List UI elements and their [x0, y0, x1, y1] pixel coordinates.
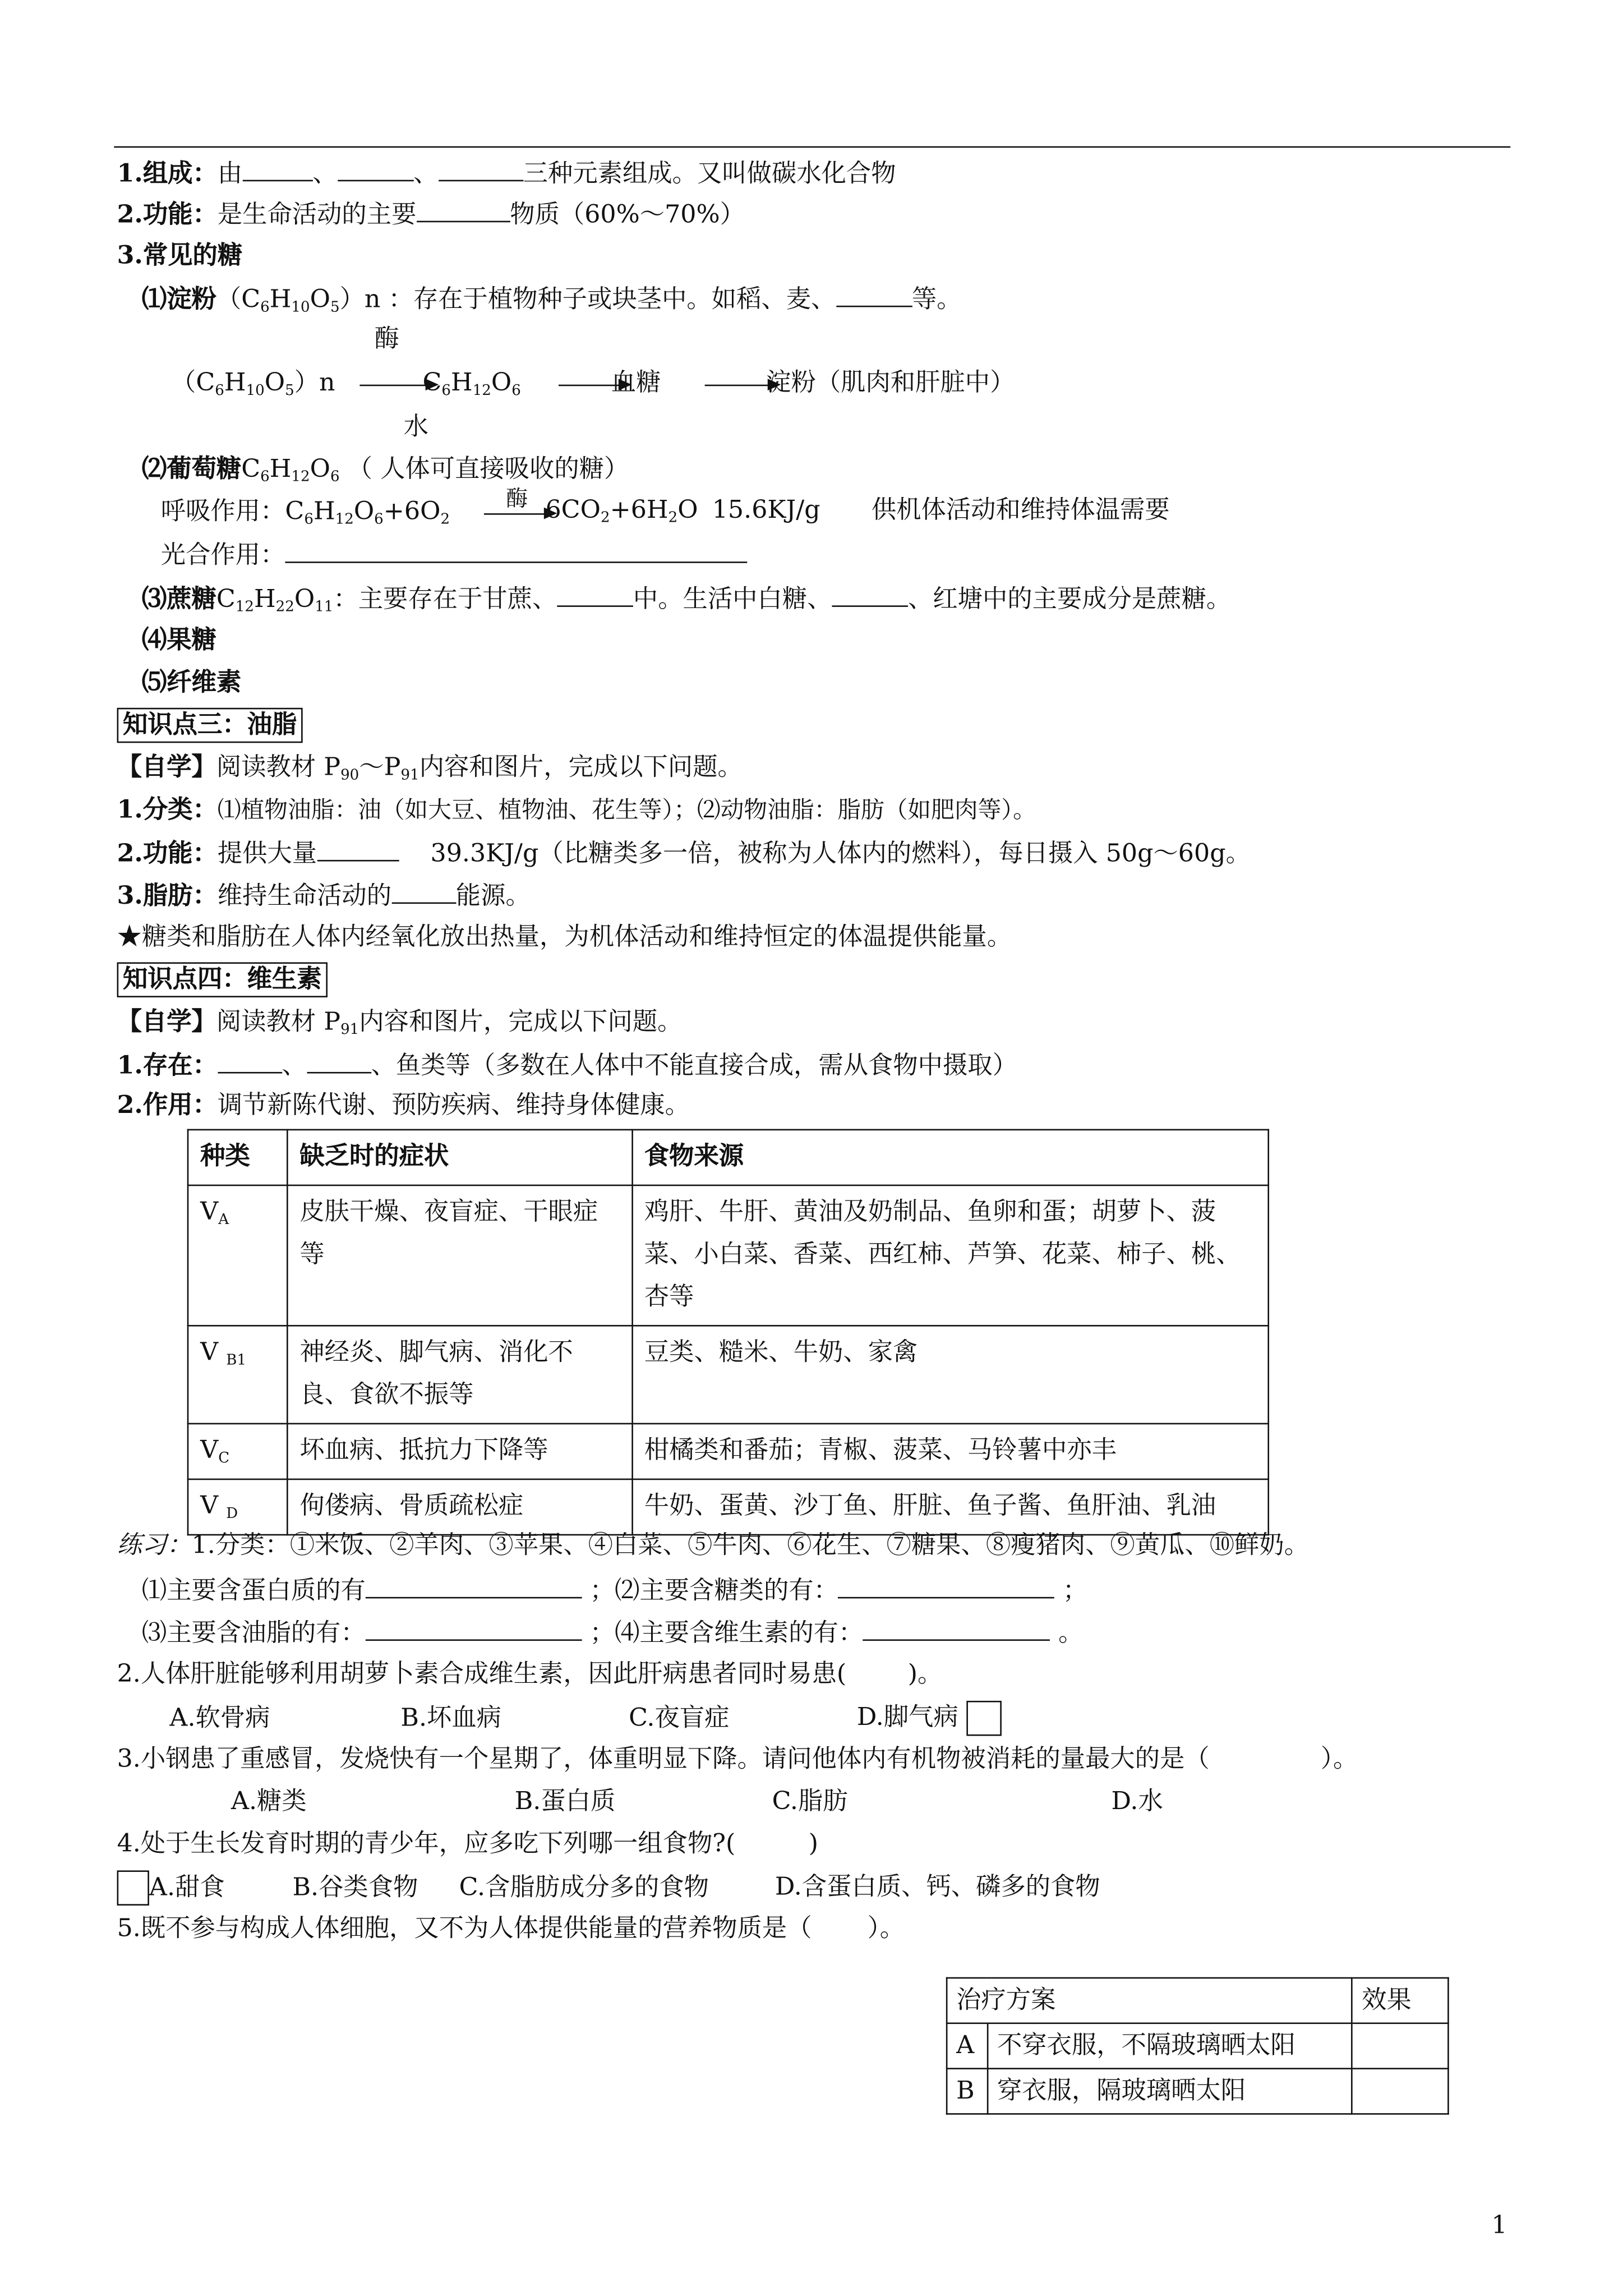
punct: ；: [1062, 1576, 1088, 1606]
answer-box[interactable]: [117, 1870, 149, 1906]
carbs-item-3: 3.常见的糖: [117, 241, 243, 271]
option-b[interactable]: B.蛋白质: [514, 1787, 616, 1816]
respiration-note: 供机体活动和维持体温需要: [871, 495, 1170, 525]
reaction-glycogen: 淀粉（肌肉和肝脏中）: [766, 368, 1015, 398]
vitamins-heading-line: [117, 964, 328, 996]
vitamin-type: [188, 1424, 287, 1479]
header-plan: 治疗方案: [947, 1978, 1352, 2023]
treatment-plan: 不穿衣服，不隔玻璃晒太阳: [988, 2023, 1352, 2069]
respiration-line: 呼吸作用：$C_6H_{12}O_6+6O_2$: [160, 497, 450, 528]
vitamins-item-1: [117, 1048, 1017, 1080]
header-effect: 效果: [1352, 1978, 1448, 2023]
vitamin-subscript: C: [218, 1451, 230, 1467]
item-label: 2.作用：: [117, 1091, 218, 1120]
subquestion-a: ⑴主要含蛋白质的有: [141, 1576, 366, 1606]
question-end: ）。: [1320, 1745, 1358, 1774]
vitamin-subscript: A: [218, 1212, 229, 1228]
item-text: 提供大量: [217, 839, 317, 869]
formula: （C: [171, 368, 215, 398]
answer-blank[interactable]: [836, 282, 912, 307]
vitamin-type: [188, 1479, 287, 1535]
cellulose-label: ⑸纤维素: [141, 668, 242, 698]
item-text: 物质（60%～70%）: [510, 200, 745, 230]
option-d[interactable]: D.水: [1111, 1787, 1163, 1816]
subquestion-c: ⑶主要含油脂的有：: [141, 1618, 366, 1649]
option-c[interactable]: C.夜盲症: [629, 1703, 730, 1732]
self-study-text-end: 内容和图片，完成以下问题。: [359, 1007, 683, 1037]
question-text: 1.分类：①米饭、②羊肉、③苹果、④白菜、⑤牛肉、⑥花生、⑦糖果、⑧瘦猪肉、⑨黄瓜、⑩鲜奶。: [191, 1531, 1310, 1561]
reaction-glucose: $C_6H_{12}O_6$: [422, 368, 521, 399]
option-d[interactable]: D.含蛋白质、钙、磷多的食物: [774, 1872, 1100, 1902]
page-end: 91: [400, 767, 419, 784]
header-symptom: 缺乏时的症状: [287, 1130, 631, 1185]
photosynthesis-line: [161, 538, 747, 570]
carbs-item-1: [117, 157, 896, 188]
treatment-id: B: [947, 2069, 988, 2114]
answer-blank[interactable]: [242, 157, 312, 181]
answer-blank[interactable]: [863, 1616, 1050, 1641]
glucose-label: ⑵葡萄糖: [141, 454, 242, 484]
practice-q5: [117, 1913, 905, 1945]
vitamin-type: [188, 1326, 287, 1424]
self-study-text: 阅读教材 P: [216, 753, 341, 783]
treatment-table: [946, 1977, 1449, 2115]
reaction-start: $(C_6H_{10}O_5)n$: [171, 368, 335, 399]
question-end: )。: [907, 1659, 943, 1690]
treatment-header: [947, 1978, 1448, 2023]
vitamin-subscript: D: [226, 1506, 238, 1522]
page-start: 90: [340, 767, 359, 784]
item-text: 由: [217, 159, 243, 189]
separator: 、: [312, 159, 338, 189]
vitamin-row: [188, 1424, 1269, 1479]
answer-blank[interactable]: [416, 197, 510, 222]
vitamin-row: [188, 1326, 1269, 1424]
sucrose-text: 、红塘中的主要成分是蔗糖。: [908, 585, 1232, 614]
item-label: 3.脂肪：: [117, 882, 218, 912]
header-source: 食物来源: [632, 1130, 1269, 1185]
answer-blank[interactable]: [832, 582, 908, 607]
treatment-id: A: [947, 2023, 988, 2069]
subquestion-b: ⑵主要含糖类的有：: [615, 1576, 838, 1606]
vitamin-letter: V: [200, 1492, 227, 1521]
vitamins-heading: 知识点四：维生素: [117, 962, 328, 997]
vitamin-source: 牛奶、蛋黄、沙丁鱼、肝脏、鱼子酱、鱼肝油、乳油: [632, 1479, 1269, 1535]
self-study-text: 阅读教材 P: [216, 1007, 341, 1037]
practice-q2: [117, 1658, 943, 1690]
vitamin-row: [188, 1185, 1269, 1326]
option-c[interactable]: C.含脂肪成分多的食物: [459, 1872, 709, 1902]
respiration-arrow: [484, 513, 554, 515]
practice-q1-row2: [142, 1616, 1083, 1648]
practice-q3: [117, 1743, 1358, 1775]
vitamin-type: [188, 1185, 287, 1326]
respiration-enzyme: 酶: [506, 485, 528, 512]
vitamin-source: 柑橘类和番茄；青椒、菠菜、马铃薯中亦丰: [632, 1424, 1269, 1479]
item-label: 1.存在：: [117, 1051, 218, 1081]
vitamin-table-header: [188, 1130, 1269, 1185]
sucrose-text: ：主要存在于甘蔗、: [333, 585, 557, 614]
item-text: 三种元素组成。又叫做碳水化合物: [523, 159, 896, 189]
header-type: 种类: [188, 1130, 287, 1185]
vitamin-letter: V: [200, 1338, 227, 1368]
vitamin-row: [188, 1479, 1269, 1535]
option-a[interactable]: A.软骨病: [169, 1703, 270, 1732]
option-b[interactable]: B.谷类食物: [292, 1872, 418, 1902]
photosynthesis-label: 光合作用：: [160, 541, 285, 570]
option-d[interactable]: D.脚气病: [856, 1703, 958, 1732]
question-text: 4.处于生长发育时期的青少年，应多吃下列哪一组食物?(: [117, 1829, 736, 1859]
vitamin-source: 鸡肝、牛肝、黄油及奶制品、鱼卵和蛋；胡萝卜、菠菜、小白菜、香菜、西红柿、芦笋、花菜、柿子、桃、杏等: [632, 1185, 1269, 1326]
item-text: 调节新陈代谢、预防疾病、维持身体健康。: [217, 1091, 690, 1120]
starch-text-end: 等。: [911, 285, 962, 315]
page-number-ref: 91: [340, 1022, 359, 1038]
vitamins-self-study: [117, 1006, 683, 1038]
fats-item-2: [117, 836, 1251, 868]
reaction-blood-sugar: 血糖: [611, 368, 661, 398]
answer-blank[interactable]: [218, 1048, 282, 1073]
practice-label: 练习：: [117, 1531, 192, 1561]
vitamin-subscript: B1: [226, 1352, 247, 1369]
item-label: 1.组成：: [117, 159, 218, 189]
treatment-effect[interactable]: [1352, 2069, 1448, 2114]
answer-blank[interactable]: [366, 1573, 582, 1598]
page-number: 1: [1491, 2211, 1507, 2240]
vitamin-letter: V: [200, 1198, 219, 1227]
self-study-text-end: 内容和图片，完成以下问题。: [419, 753, 743, 783]
question-text: 2.人体肝脏能够利用胡萝卜素合成维生素，因此肝病患者同时易患(: [117, 1659, 847, 1690]
vitamin-source: 豆类、糙米、牛奶、家禽: [632, 1326, 1269, 1424]
item-text: ⑴植物油脂：油（如大豆、植物油、花生等）；⑵动物油脂：脂肪（如肥肉等）。: [217, 795, 1036, 823]
practice-q4-options: [117, 1870, 1100, 1902]
option-c[interactable]: C.脂肪: [772, 1787, 848, 1816]
vitamin-symptom: 坏血病、抵抗力下降等: [287, 1424, 631, 1479]
question-text: 5.既不参与构成人体细胞，又不为人体提供能量的营养物质是（: [117, 1914, 812, 1944]
glucose-line: ⑵葡萄糖$C_6H_{12}O_6$ （ 人体可直接吸收的糖）: [141, 454, 629, 486]
vitamins-item-2: [117, 1089, 690, 1121]
practice-q4: [117, 1828, 818, 1860]
fats-item-1: [117, 794, 1036, 826]
item-text: 是生命活动的主要: [217, 200, 417, 230]
fats-heading-line: [117, 709, 303, 741]
respiration-energy: 15.6KJ/g: [712, 495, 820, 525]
punct: ；: [589, 1618, 615, 1649]
treatment-effect[interactable]: [1352, 2023, 1448, 2069]
treatment-row: [947, 2023, 1448, 2069]
item-text: 维持生命活动的: [217, 882, 392, 912]
vitamin-table: [187, 1129, 1269, 1536]
formula: （C: [216, 285, 261, 315]
answer-blank[interactable]: [285, 538, 747, 563]
glucose-note: （ 人体可直接吸收的糖）: [347, 454, 629, 484]
treatment-row: [947, 2069, 1448, 2114]
fats-item-3: [117, 879, 531, 911]
top-rule: [114, 146, 1510, 148]
answer-blank[interactable]: [307, 1048, 371, 1073]
vitamin-symptom: 皮肤干燥、夜盲症、干眼症等: [287, 1185, 631, 1326]
respiration-label: 呼吸作用：: [160, 497, 285, 527]
treatment-plan: 穿衣服，隔玻璃晒太阳: [988, 2069, 1352, 2114]
option-a[interactable]: A.甜食: [149, 1872, 225, 1902]
punct: ；: [589, 1576, 615, 1606]
item-text: 、鱼类等（多数在人体中不能直接合成，需从食物中摄取）: [371, 1051, 1017, 1081]
answer-blank[interactable]: [439, 157, 523, 181]
fats-heading: 知识点三：油脂: [117, 708, 303, 743]
question-end: ）。: [867, 1914, 905, 1944]
self-study-label: 【自学】: [117, 1007, 216, 1037]
answer-blank[interactable]: [338, 157, 414, 181]
starch-text: ：存在于植物种子或块茎中。如稻、麦、: [388, 285, 836, 315]
range-separator: ～P: [359, 753, 401, 783]
answer-blank[interactable]: [391, 879, 456, 904]
vitamin-symptom: 佝偻病、骨质疏松症: [287, 1479, 631, 1535]
item-text: 39.3KJ/g（比糖类多一倍，被称为人体内的燃料），每日摄入 50g～60g。: [430, 839, 1251, 869]
practice-q1: [117, 1530, 1309, 1562]
sucrose-label: ⑶蔗糖: [141, 585, 216, 614]
practice-q3-options: [231, 1786, 1163, 1818]
respiration-products: $6CO_2+6H_2O$: [545, 495, 698, 527]
fructose-label: ⑷果糖: [141, 625, 216, 655]
sucrose-line: ⑶蔗糖$C_{12}H_{22}O_{11}$：主要存在于甘蔗、 中。生活中白糖、 、红塘中的主要成分是蔗糖。: [142, 582, 1231, 614]
question-text: 3.小钢患了重感冒，发烧快有一个星期了，体重明显下降。请问他体内有机物被消耗的量最大的是（: [117, 1745, 1210, 1774]
practice-q2-options: [169, 1701, 1002, 1733]
subquestion-d: ⑷主要含维生素的有：: [615, 1618, 864, 1649]
formula: C: [422, 368, 442, 398]
practice-q1-row1: [142, 1573, 1087, 1605]
separator: 、: [282, 1051, 307, 1081]
separator: 、: [413, 159, 439, 189]
sucrose-text: 中。生活中白糖、: [633, 585, 832, 614]
item-label: 2.功能：: [117, 200, 218, 230]
punct: 。: [1058, 1618, 1083, 1649]
answer-blank[interactable]: [317, 836, 399, 861]
item-label: 1.分类：: [117, 795, 218, 825]
question-end: ): [808, 1829, 819, 1859]
carbs-item-2: [117, 197, 745, 229]
item-text: 能源。: [455, 882, 531, 912]
answer-blank[interactable]: [557, 582, 633, 607]
item-label: 2.功能：: [117, 839, 218, 869]
star-note: ★糖类和脂肪在人体内经氧化放出热量，为机体活动和维持恒定的体温提供能量。: [117, 923, 1012, 953]
water-label: 水: [403, 412, 428, 442]
self-study-label: 【自学】: [117, 753, 216, 783]
vitamin-letter: V: [200, 1436, 219, 1466]
starch-line: ⑴淀粉$(C_6H_{10}O_5)n$ ：存在于植物种子或块茎中。如稻、麦、 等。: [142, 282, 962, 314]
starch-label: ⑴淀粉: [141, 285, 216, 315]
answer-box[interactable]: [967, 1701, 1002, 1736]
option-a[interactable]: A.糖类: [230, 1787, 307, 1816]
option-b[interactable]: B.坏血病: [400, 1703, 502, 1732]
vitamin-symptom: 神经炎、脚气病、消化不良、食欲不振等: [287, 1326, 631, 1424]
answer-blank[interactable]: [838, 1573, 1055, 1598]
fats-self-study: [117, 752, 743, 784]
enzyme-label: 酶: [374, 324, 399, 354]
answer-blank[interactable]: [366, 1616, 582, 1641]
